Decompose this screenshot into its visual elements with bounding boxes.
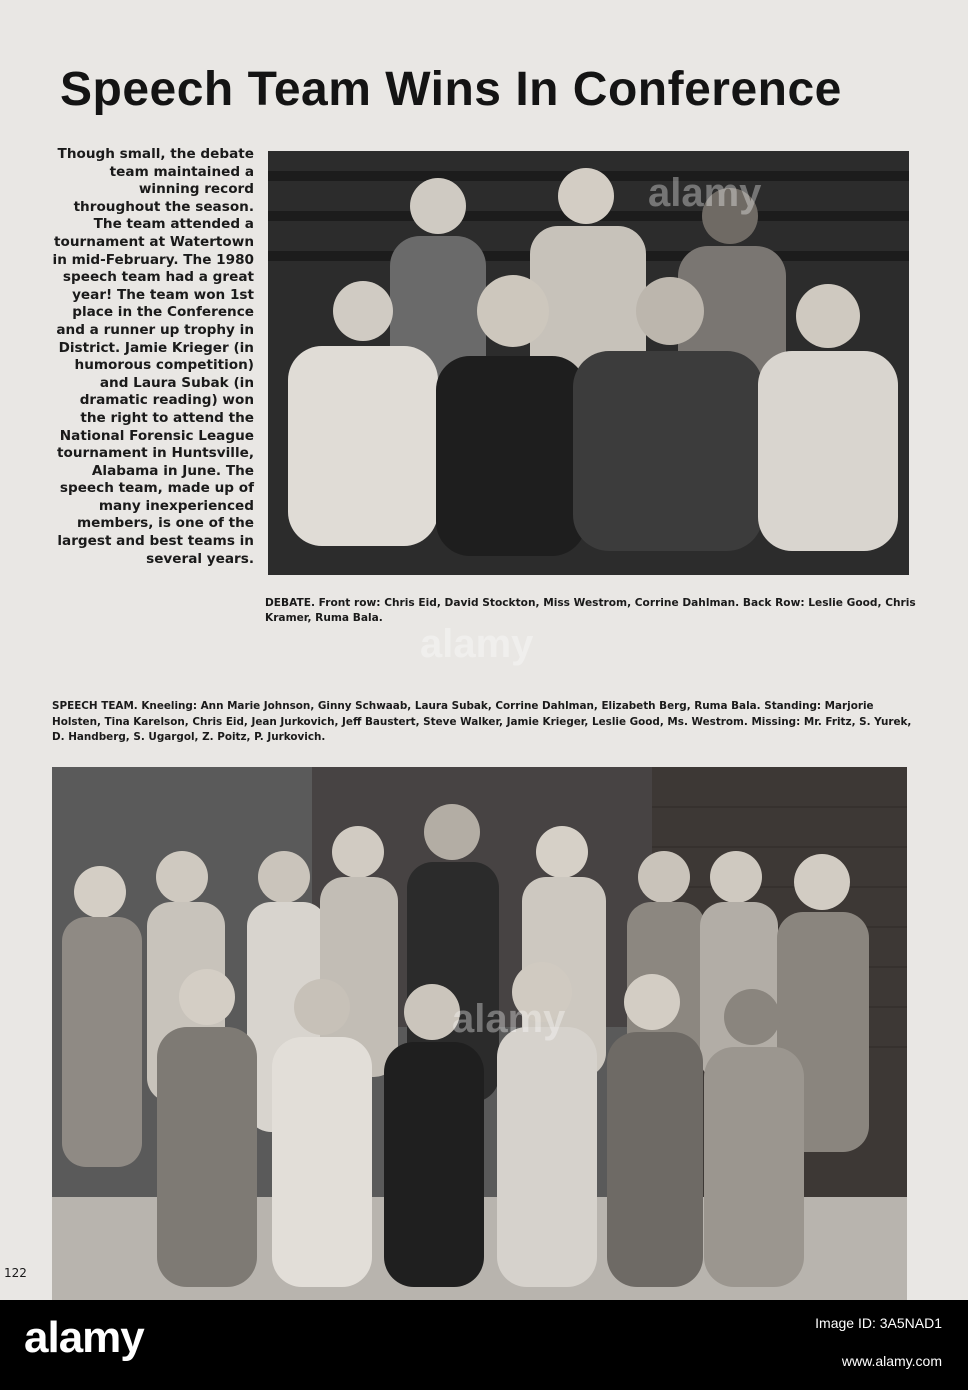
photo-watermark: alamy: [452, 997, 566, 1041]
photo-watermark: alamy: [648, 171, 762, 215]
speech-caption: SPEECH TEAM. Kneeling: Ann Marie Johnson, Ginny Schwaab, Laura Subak, Corrine Dahlman, Elizabeth Berg, Ruma Bala. Standing: Marjorie Holsten, Tina Karelson, Chris Eid, Jean Jurkovich, Jeff Baustert, Steve Walker, Jamie Krieger, Leslie Good, Ms. Westrom. Missing: Mr. Fritz, S. Yurek, D. Handberg, S. Ugargol, Z. Poitz, P. Jurkovich.: [52, 700, 912, 743]
debate-photo-illustration: [268, 151, 909, 575]
alamy-logo[interactable]: alamy: [24, 1313, 144, 1362]
page-watermark: alamy: [420, 622, 534, 666]
debate-team-photo: [268, 151, 909, 575]
speech-team-photo: [52, 767, 907, 1300]
image-id: Image ID: 3A5NAD1: [815, 1315, 942, 1331]
debate-caption: DEBATE. Front row: Chris Eid, David Stockton, Miss Westrom, Corrine Dahlman. Back Row: Leslie Good, Chris Kramer, Ruma Bala.: [265, 597, 916, 624]
site-url[interactable]: www.alamy.com: [841, 1353, 942, 1369]
stock-footer-bar: [0, 1300, 968, 1390]
page-number: 122: [4, 1266, 27, 1280]
article-body: Though small, the debate team maintained a winning record throughout the season. The team attended a tournament at Watertown in mid-February. The 1980 speech team had a great year! The team won 1st place in the Conference and a runner up trophy in District. Jamie Krieger (in humorous competition) and Laura Subak (in dramatic reading) won the right to attend the National Forensic League tournament in Huntsville, Alabama in June. The speech team, made up of many inexperienced members, is one of the largest and best teams in several years.: [52, 146, 254, 567]
headline: Speech Team Wins In Conference: [60, 63, 842, 116]
